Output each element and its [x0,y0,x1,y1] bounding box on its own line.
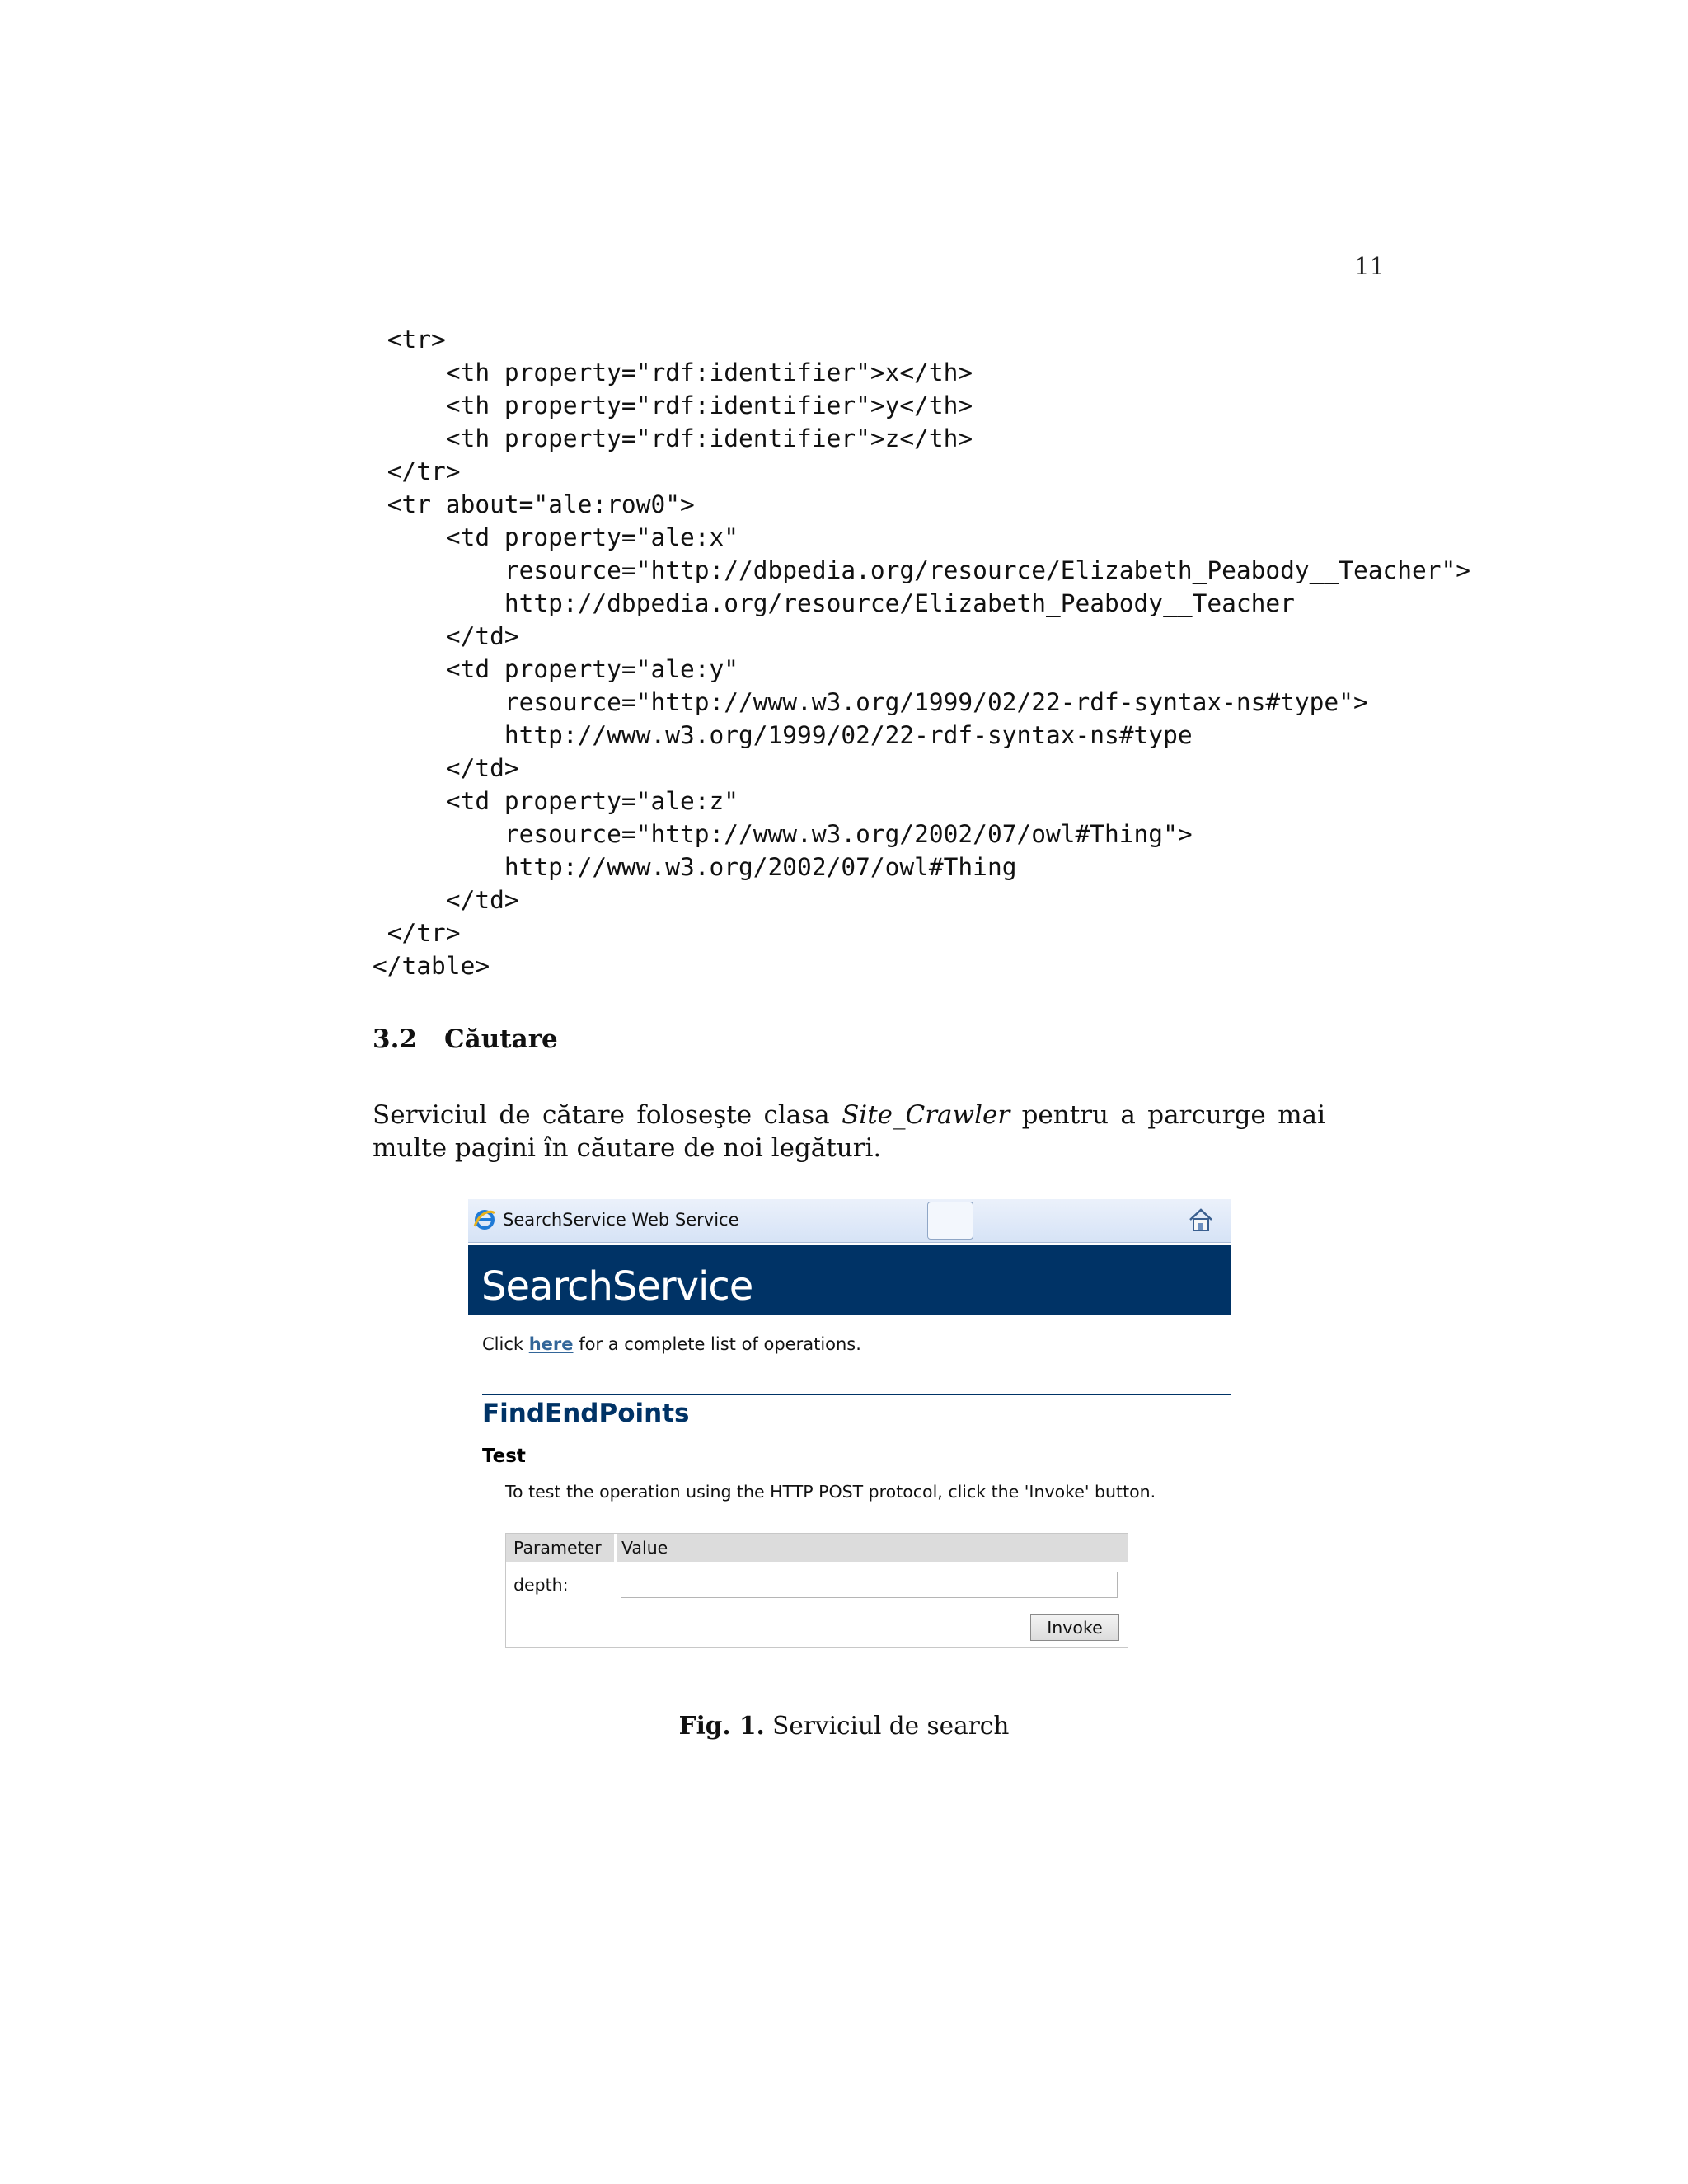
figure-caption [0,1711,1688,1740]
code-line: <td property="ale:z" [373,787,739,815]
home-icon[interactable] [1187,1206,1215,1234]
column-separator [614,1534,617,1562]
code-line: </td> [373,886,519,914]
code-line: <td property="ale:y" [373,655,739,683]
operations-hint [482,1334,861,1354]
code-line: </tr> [373,919,461,947]
depth-label: depth: [513,1575,569,1595]
parameter-table [505,1533,1128,1648]
parameter-table-header [506,1534,1128,1562]
code-line: http://dbpedia.org/resource/Elizabeth_Peabody__Teacher [373,589,1295,617]
caption-text: Serviciul de search [764,1712,1010,1740]
figure-label: Fig. 1. [678,1711,765,1740]
code-line: </td> [373,622,519,650]
code-line: </table> [373,952,490,980]
ie-logo-icon [473,1208,496,1231]
browser-title-bar [468,1199,1231,1243]
hint-suffix: for a complete list of operations. [573,1334,861,1354]
operation-title: FindEndPoints [482,1399,690,1428]
test-description: To test the operation using the HTTP POST protocol, click the 'Invoke' button. [505,1482,1156,1502]
invoke-button[interactable]: Invoke [1030,1614,1119,1641]
depth-input[interactable] [621,1572,1118,1598]
new-tab-button[interactable] [927,1202,973,1240]
code-line: </tr> [373,457,461,485]
operations-list-link[interactable]: here [528,1334,574,1354]
section-title: Căutare [444,1024,558,1054]
class-name-emphasis: Site_Crawler [842,1100,1010,1130]
code-line: <th property="rdf:identifier">z</th> [373,424,973,452]
section-heading [373,1024,558,1054]
code-line: <th property="rdf:identifier">x</th> [373,359,973,387]
code-line: resource="http://dbpedia.org/resource/Elizabeth_Peabody__Teacher"> [373,556,1471,584]
code-line: <tr about="ale:row0"> [373,490,695,518]
hint-prefix: Click [482,1334,529,1354]
browser-tab-title[interactable]: SearchService Web Service [503,1210,739,1230]
paragraph-text-after: pentru a parcurge mai multe pagini în căutare de noi legături. [373,1100,1325,1163]
operation-divider [482,1394,1231,1395]
code-line: <th property="rdf:identifier">y</th> [373,391,973,419]
column-header-value: Value [621,1538,668,1558]
test-heading: Test [482,1446,526,1467]
code-line: resource="http://www.w3.org/1999/02/22-rdf-syntax-ns#type"> [373,688,1368,716]
column-header-parameter: Parameter [513,1538,602,1558]
code-line: http://www.w3.org/2002/07/owl#Thing [373,853,1017,881]
page-number: 11 [1354,252,1385,280]
code-listing [373,323,1470,982]
code-line: resource="http://www.w3.org/2002/07/owl#Thing"> [373,820,1193,848]
code-line: <td property="ale:x" [373,523,739,551]
figure-screenshot [468,1199,1231,1652]
code-line: <tr> [373,326,446,354]
code-line: http://www.w3.org/1999/02/22-rdf-syntax-ns#type [373,721,1193,749]
section-number: 3.2 [373,1024,417,1054]
service-title: SearchService [481,1263,753,1310]
code-line: </td> [373,754,519,782]
body-paragraph [373,1099,1325,1165]
paragraph-text-before: Serviciul de cătare foloseşte clasa [373,1100,842,1130]
